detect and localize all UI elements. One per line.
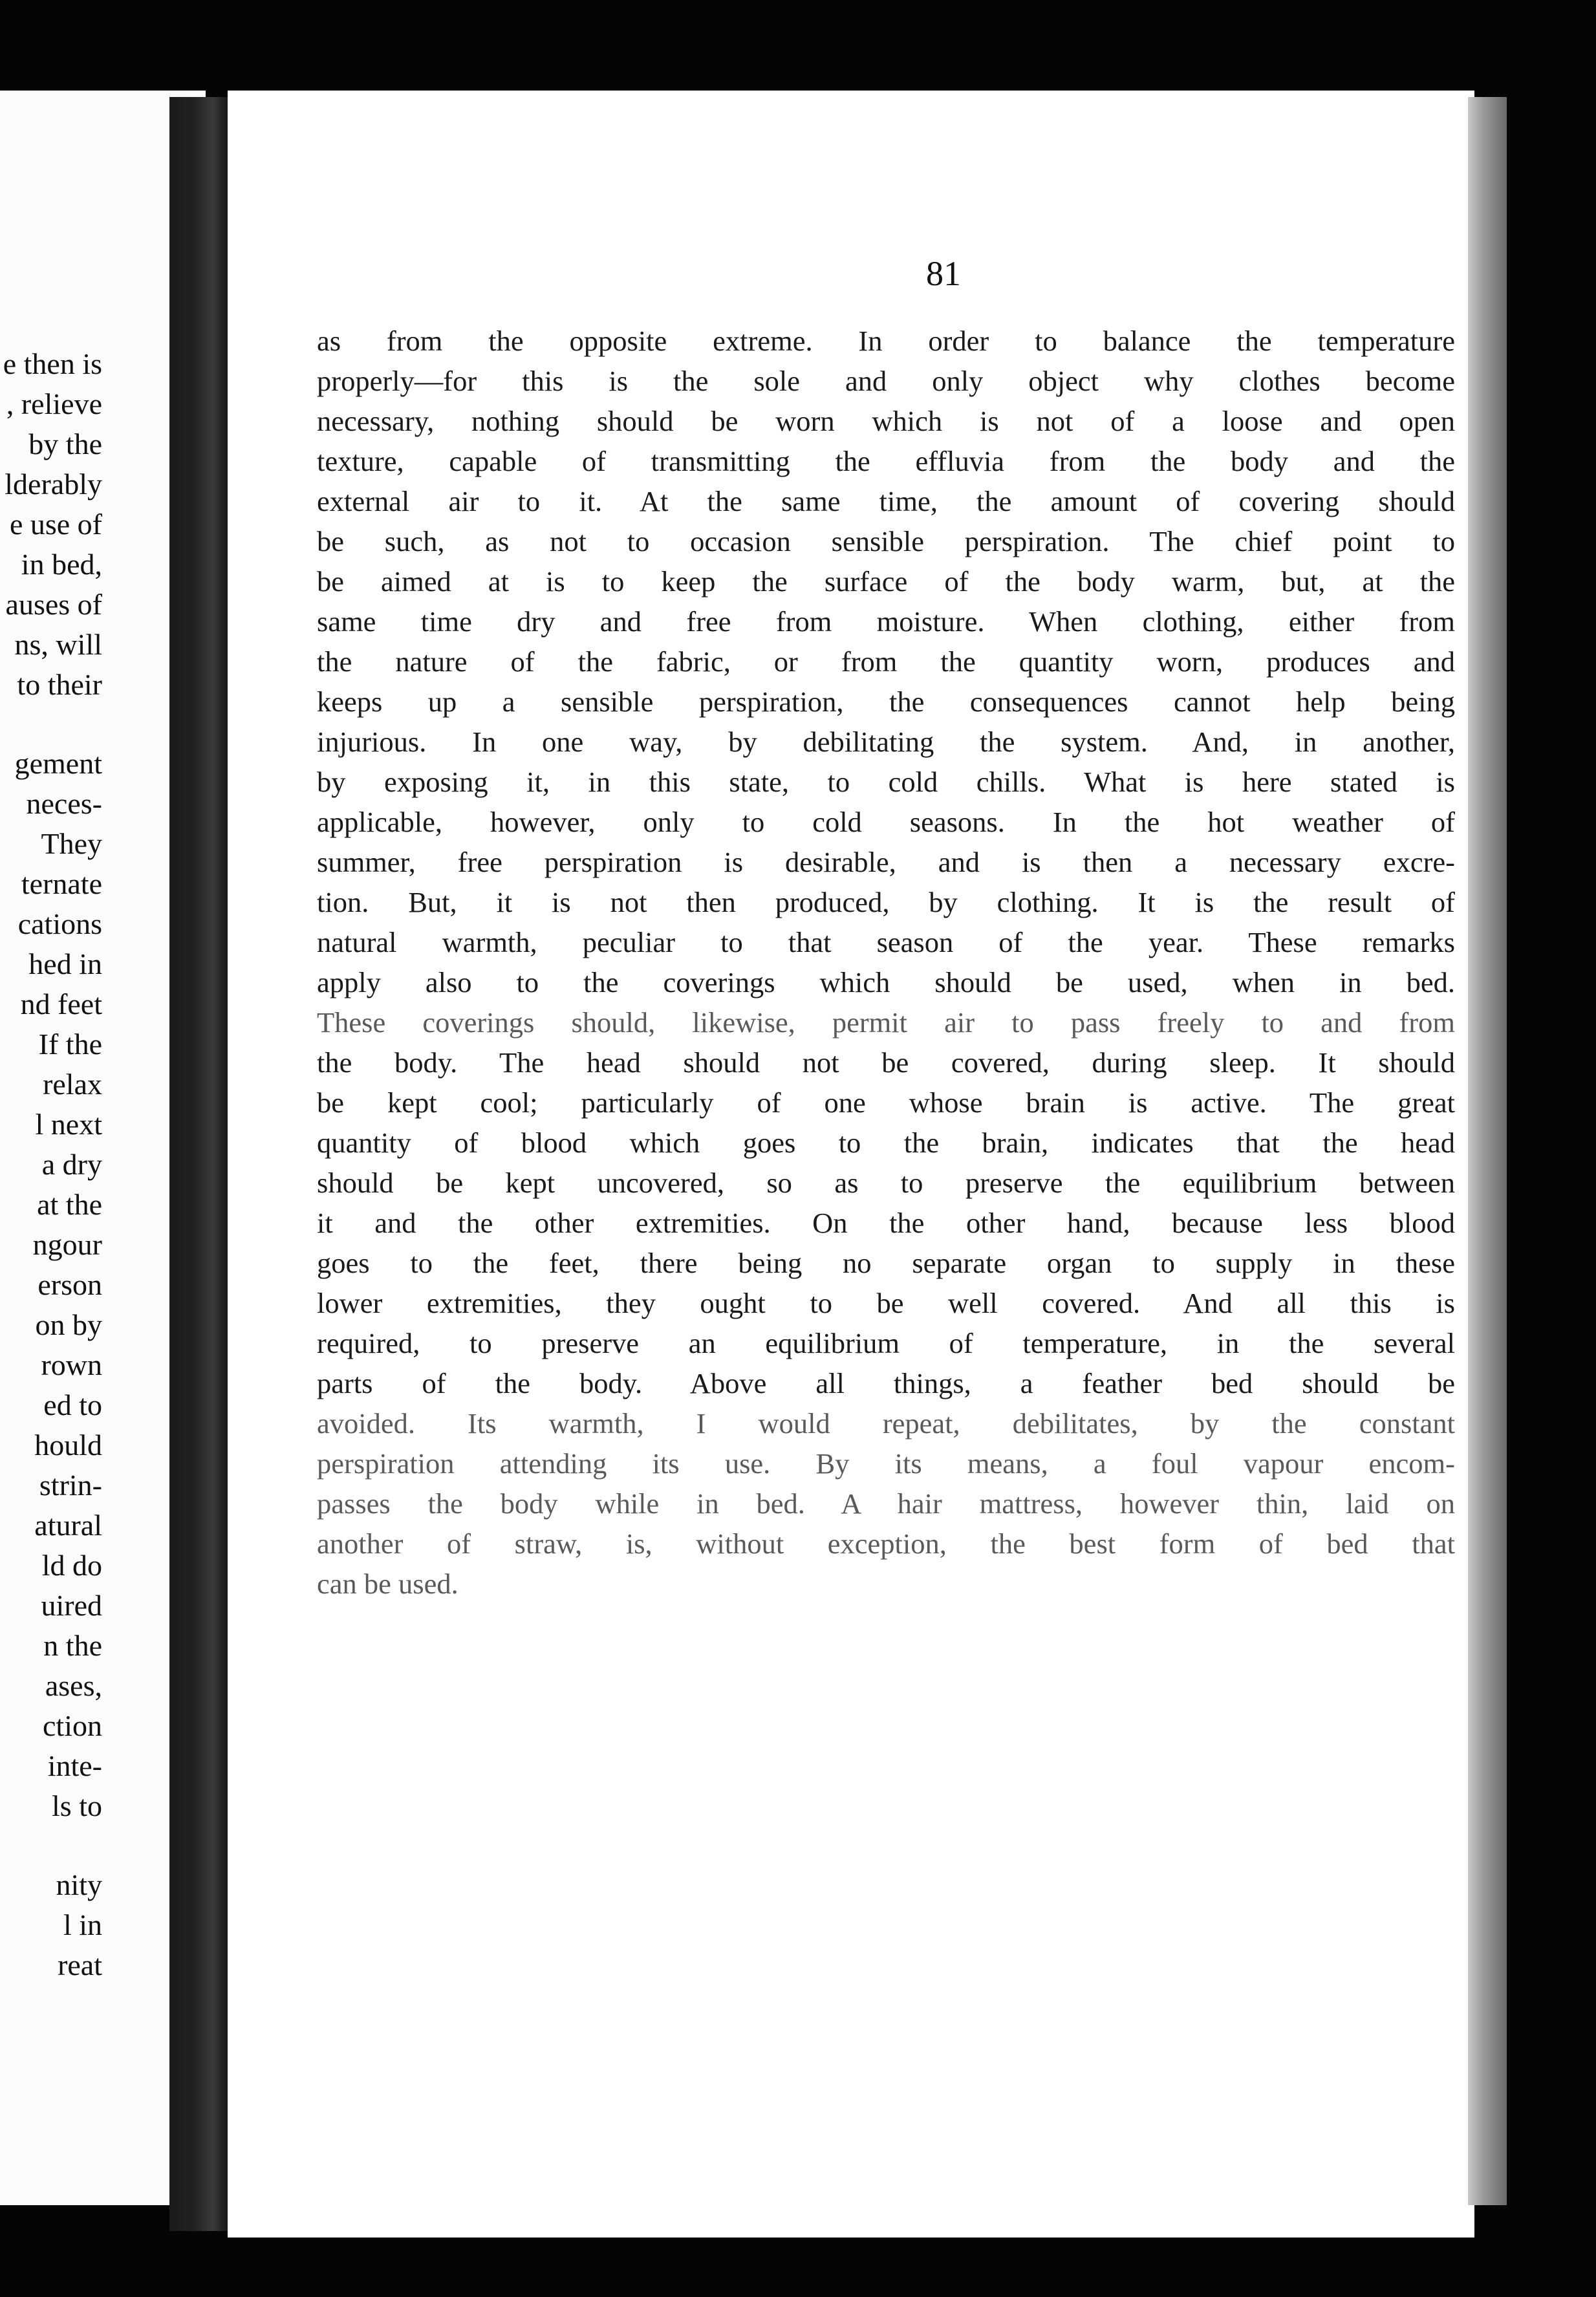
left-line: reat — [58, 1948, 102, 1981]
text-line: lower extremities, they ought to be well covered. And all this is — [317, 1287, 1455, 1319]
left-line: cations — [17, 907, 102, 940]
left-line: They — [41, 827, 102, 860]
page-stack-edge — [1468, 97, 1507, 2205]
text-line: required, to preserve an equilibrium of temperature, in the several — [317, 1327, 1455, 1359]
text-line: apply also to the coverings which should be used, when in bed. — [317, 966, 1455, 998]
left-line: inte- — [47, 1749, 102, 1782]
text-line: parts of the body. Above all things, a feather bed should be — [317, 1367, 1455, 1399]
left-line: auses of — [5, 588, 102, 621]
text-line: be kept cool; particularly of one whose brain is active. The great — [317, 1086, 1455, 1119]
left-line: If the — [38, 1028, 102, 1061]
text-line: same time dry and free from moisture. When clothing, either from — [317, 605, 1455, 638]
left-line: n the — [43, 1629, 102, 1662]
text-line: the nature of the fabric, or from the quantity worn, produces and — [317, 645, 1455, 678]
left-line: gement — [14, 747, 102, 780]
text-line: be aimed at is to keep the surface of the body warm, but, at the — [317, 565, 1455, 598]
text-line: summer, free perspiration is desirable, and is then a necessary excre- — [317, 846, 1455, 878]
left-line: in bed, — [21, 548, 102, 581]
left-line: ction — [43, 1709, 102, 1742]
left-line: ternate — [21, 867, 102, 900]
text-line: properly—for this is the sole and only object why clothes become — [317, 365, 1455, 397]
text-line: necessary, nothing should be worn which is not of a loose and open — [317, 405, 1455, 437]
text-line: should be kept uncovered, so as to preserve the equilibrium between — [317, 1167, 1455, 1199]
left-line: ases, — [45, 1669, 102, 1702]
text-line: quantity of blood which goes to the brain, indicates that the head — [317, 1127, 1455, 1159]
left-line: on by — [35, 1308, 102, 1341]
text-line: be such, as not to occasion sensible perspiration. The chief point to — [317, 525, 1455, 557]
left-line: ed to — [43, 1388, 102, 1421]
left-line: ns, will — [14, 628, 102, 661]
left-line: l next — [35, 1108, 102, 1141]
left-line: a dry — [41, 1148, 102, 1181]
left-line: e use of — [9, 508, 102, 541]
page-number: 81 — [926, 254, 961, 293]
left-line: rown — [41, 1348, 102, 1381]
text-line: applicable, however, only to cold seasons. In the hot weather of — [317, 806, 1455, 838]
left-line: strin- — [39, 1469, 102, 1502]
left-line: ld do — [41, 1549, 102, 1582]
left-line: to their — [17, 668, 102, 701]
text-line: the body. The head should not be covered, during sleep. It should — [317, 1046, 1455, 1079]
current-page — [228, 91, 1474, 2238]
left-line: lderably — [5, 468, 102, 501]
left-line: e then is — [3, 347, 102, 380]
text-line: texture, capable of transmitting the effluvia from the body and the — [317, 445, 1455, 477]
text-line: tion. But, it is not then produced, by clothing. It is the result of — [317, 886, 1455, 918]
left-line: relax — [43, 1068, 102, 1101]
text-line: as from the opposite extreme. In order to balance the temperature — [317, 325, 1455, 357]
text-line: by exposing it, in this state, to cold chills. What is here stated is — [317, 766, 1455, 798]
previous-page-text — [0, 344, 102, 1985]
left-line: l in — [63, 1908, 102, 1941]
left-line: atural — [34, 1509, 102, 1542]
text-line: natural warmth, peculiar to that season of the year. These remarks — [317, 926, 1455, 958]
left-line: ls to — [52, 1789, 102, 1822]
text-line: another of straw, is, without exception, the best form of bed that — [317, 1527, 1455, 1560]
text-line: can be used. — [317, 1568, 458, 1600]
left-line: by the — [28, 427, 102, 460]
text-line: These coverings should, likewise, permit air to pass freely to and from — [317, 1006, 1455, 1039]
left-line: hed in — [28, 947, 102, 980]
left-line: nity — [56, 1868, 102, 1901]
text-line: goes to the feet, there being no separate organ to supply in these — [317, 1247, 1455, 1279]
text-line: keeps up a sensible perspiration, the consequences cannot help being — [317, 685, 1455, 718]
text-line: perspiration attending its use. By its means, a foul vapour encom- — [317, 1447, 1455, 1480]
left-line: , relieve — [6, 387, 102, 420]
left-line: erson — [38, 1268, 102, 1301]
text-line: avoided. Its warmth, I would repeat, debilitates, by the constant — [317, 1407, 1455, 1440]
page-body-text — [317, 321, 1455, 1604]
left-line: nd feet — [20, 987, 102, 1020]
text-line: injurious. In one way, by debilitating the system. And, in another, — [317, 726, 1455, 758]
left-line: at the — [37, 1188, 102, 1221]
book-spine-gutter — [169, 97, 232, 2231]
left-line: ngour — [32, 1228, 102, 1261]
left-line: uired — [41, 1589, 102, 1622]
left-line: neces- — [26, 787, 102, 820]
text-line: external air to it. At the same time, the amount of covering should — [317, 485, 1455, 517]
left-line: hould — [34, 1429, 102, 1461]
text-line: it and the other extremities. On the other hand, because less blood — [317, 1207, 1455, 1239]
text-line: passes the body while in bed. A hair mattress, however thin, laid on — [317, 1487, 1455, 1520]
